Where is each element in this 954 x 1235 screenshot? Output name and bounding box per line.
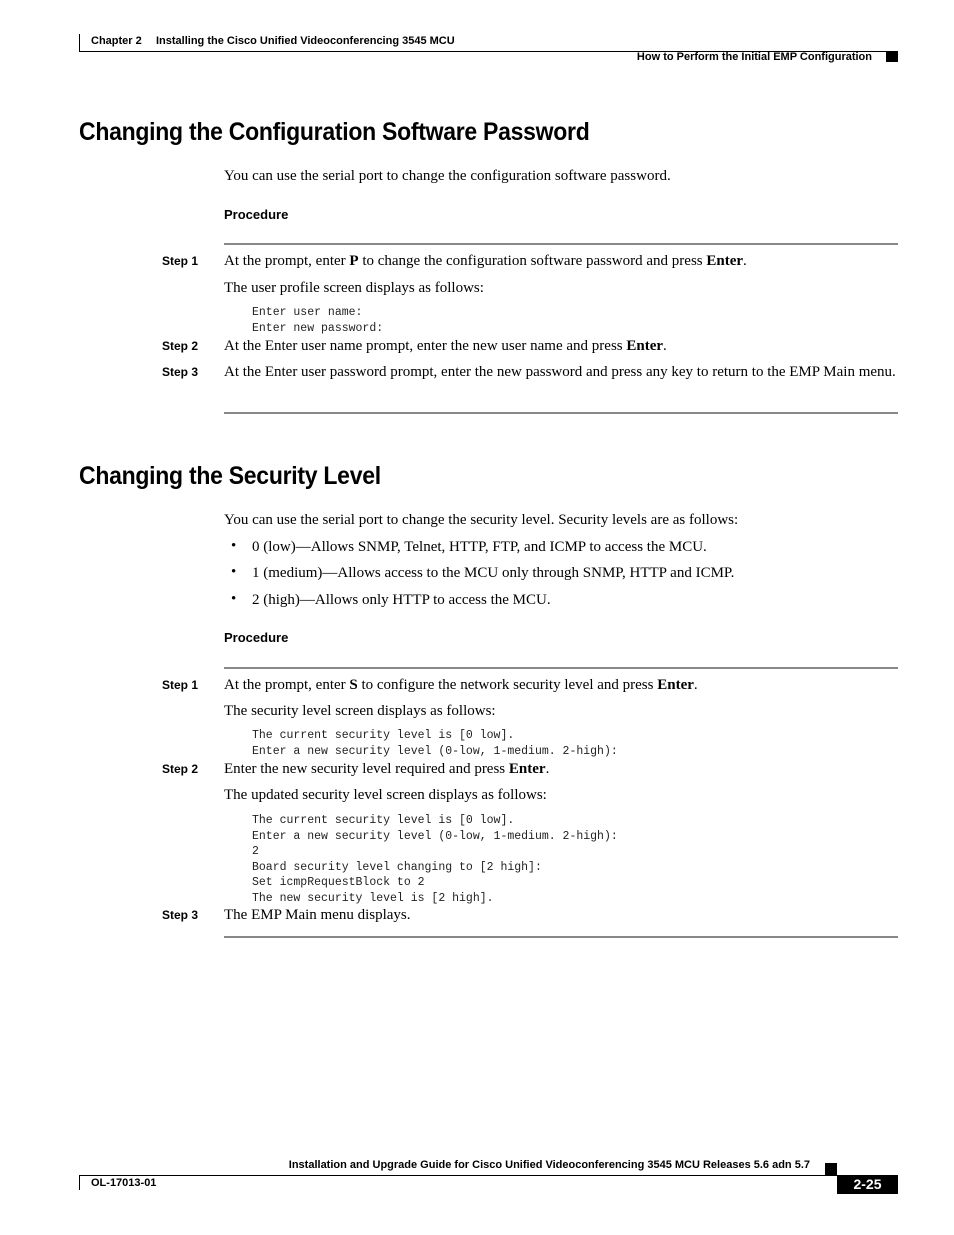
section2-step1-text [224,676,698,695]
bullet-item-2: 2 (high)—Allows only HTTP to access the MCU. [252,592,551,608]
section1-procedure-bottom-rule [224,412,898,414]
bullet-marker-0: • [231,538,237,554]
section2-intro: You can use the serial port to change the security level. Security levels are as follows: [224,512,739,528]
section2-step2-text [224,760,549,779]
section1-step1-text-b: to change the configuration software password and press [358,253,707,269]
section1-intro: You can use the serial port to change the configuration software password. [224,168,671,184]
section1-step1-code: Enter user name: Enter new password: [252,306,384,335]
bullet-item-1: 1 (medium)—Allows access to the MCU only through SNMP, HTTP and ICMP. [252,565,735,581]
section1-procedure-label: Procedure [224,207,289,222]
footer-rule [79,1175,898,1176]
section2-step3-label: Step 3 [162,908,199,922]
section1-step2-text [224,337,667,356]
section2-procedure-label: Procedure [224,630,289,645]
footer-doc-number: OL-17013-01 [91,1177,157,1189]
section2-step2-text-c: . [545,761,550,777]
section1-step1-text-c: . [743,253,747,269]
section2-step2-note: The updated security level screen displays as follows: [224,787,547,803]
section1-step1-note: The user profile screen displays as follows: [224,280,484,296]
section1-step3-label: Step 3 [162,365,199,379]
section2-step1-note: The security level screen displays as follows: [224,703,496,719]
footer-black-box [825,1163,837,1175]
header-black-box [886,51,898,62]
section1-step1-enter: Enter [706,253,744,269]
header-section: How to Perform the Initial EMP Configuration [636,51,872,63]
section2-step1-code: The current security level is [0 low]. Enter a new security level (0-low, 1-medium. 2-high): [252,729,618,758]
header-left-bar [79,34,80,52]
section2-step2-enter: Enter [508,761,546,777]
section2-step1-text-b: to configure the network security level and press [357,677,658,693]
section-title-security: Changing the Security Level [79,462,381,490]
section2-step1-text-a: At the prompt, enter [224,677,350,693]
section1-step2-text-c: . [663,338,667,354]
footer-page-number-box [837,1175,898,1194]
section2-step3-text: The EMP Main menu displays. [224,907,411,923]
section2-step1-label: Step 1 [162,678,199,692]
section-title-password: Changing the Configuration Software Password [79,118,590,146]
section2-step1-key: S [349,677,358,693]
footer-page-number: 2-25 [853,1176,882,1192]
header-chapter-title: Installing the Cisco Unified Videoconferencing 3545 MCU [156,35,455,47]
section1-step1-text [224,252,747,271]
section1-step1-text-a: At the prompt, enter [224,253,350,269]
section2-procedure-bottom-rule [224,936,898,938]
section1-step1-key: P [349,253,359,269]
section2-procedure-top-rule [224,667,898,669]
section2-step2-label: Step 2 [162,762,199,776]
footer-left-bar [79,1175,80,1190]
section1-step2-text-a: At the Enter user name prompt, enter the new user name and press [224,338,627,354]
header-chapter: Chapter 2 [91,35,142,47]
section1-step3-text: At the Enter user password prompt, enter the new password and press any key to return to the EMP Main menu. [224,364,896,380]
section1-procedure-top-rule [224,243,898,245]
footer-doc-title: Installation and Upgrade Guide for Cisco Unified Videoconferencing 3545 MCU Releases 5.6 adn 5.7 [288,1159,810,1171]
section2-step1-enter: Enter [657,677,694,693]
section2-step2-text-a: Enter the new security level required and press [224,761,509,777]
bullet-item-0: 0 (low)—Allows SNMP, Telnet, HTTP, FTP, and ICMP to access the MCU. [252,539,707,555]
section1-step2-enter: Enter [626,338,664,354]
bullet-marker-2: • [231,591,237,607]
section1-step1-label: Step 1 [162,254,199,268]
bullet-marker-1: • [231,564,237,580]
section2-step1-text-c: . [693,677,698,693]
section1-step2-label: Step 2 [162,339,199,353]
section2-step2-code: The current security level is [0 low]. Enter a new security level (0-low, 1-medium. 2-high): 2 Board security level changing to [2 high]: Set icmpRequestBlock to 2 The new security level is [2 high]. [252,814,618,905]
